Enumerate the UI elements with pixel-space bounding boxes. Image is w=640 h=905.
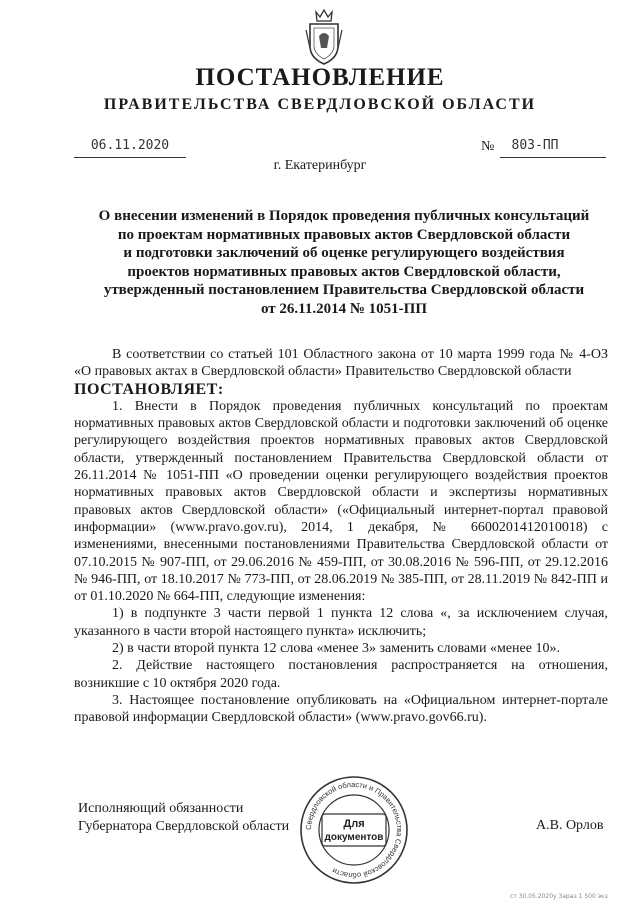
document-city: г. Екатеринбург [273, 158, 367, 173]
heading-line: О внесении изменений в Порядок проведения публичных консультаций [98, 208, 590, 224]
signatory-position-line: Исполняющий обязанности [78, 801, 244, 816]
official-stamp [298, 774, 410, 886]
item-3-paragraph: 3. Настоящее постановление опубликовать на «Официальном интернет-портале правовой информации Свердловской области» (www.pravo.gov66.ru). [74, 692, 608, 726]
stamp-inner-line: Для [343, 818, 365, 830]
document-heading [74, 207, 614, 318]
heading-line: и подготовки заключений об оценке регулирующего воздействия [123, 245, 565, 261]
signatory-position-line: Губернатора Свердловской области [78, 819, 290, 834]
preamble-paragraph: В соответствии со статьей 101 Областного закона от 10 марта 1999 года № 4-ОЗ «О правовых актах в Свердловской области» Правительство Свердловской области [74, 347, 608, 380]
coat-of-arms-icon [302, 8, 346, 66]
resolve-word: ПОСТАНОВЛЯЕТ: [74, 380, 224, 398]
document-date: 06.11.2020 [90, 138, 170, 153]
document-number: 803-ПП [511, 138, 559, 153]
heading-line: от 26.11.2014 № 1051-ПП [261, 300, 427, 317]
signatory-position [78, 800, 289, 836]
item-2-paragraph: 2. Действие настоящего постановления распространяется на отношения, возникшие с 10 октября 2020 года. [74, 658, 608, 691]
heading-line: по проектам нормативных правовых актов Свердловской области [117, 226, 571, 243]
heading-line: проектов нормативных правовых актов Свердловской области, [127, 263, 561, 280]
heading-line: утвержденный постановлением Правительства Свердловской области [103, 282, 585, 298]
stamp-ring-text: Свердловской области и Правительства Свердловской области [303, 779, 405, 881]
signatory-name: А.В. Орлов [536, 818, 604, 833]
number-sign: № [481, 139, 495, 154]
document-body [74, 346, 608, 727]
print-footnote: ст 30.05.2020у Зараз 1 500 экз [510, 893, 608, 900]
document-subtitle: ПРАВИТЕЛЬСТВА СВЕРДЛОВСКОЙ ОБЛАСТИ [103, 96, 537, 113]
document-title: ПОСТАНОВЛЕНИЕ [195, 64, 445, 91]
stamp-inner-line: документов [324, 832, 384, 843]
item-1-paragraph: 1. Внести в Порядок проведения публичных консультаций по проектам нормативных правовых актов Свердловской области и подготовки заключений об оценке регулирующего воздействия проектов нормативных правовых актов Свердловской области, утвержденный постановлением Правительства Свердловской области от 26.11.2014 № 1051-ПП «О проведении оценки регулирующего воздействия проектов нормативных правовых актов Свердловской области и экспертизы нормативных правовых актов Свердловской области» («Официальный интернет-портал правовой информации» (www.pravo.gov.ru), 2014, 1 декабря, № 6600201412010018) с изменениями, внесенными постановлениями Правительства Свердловской области от 07.10.2015 № 907-ПП, от 29.06.2016 № 459-ПП, от 30.08.2016 № 596-ПП, от 29.12.2016 № 946-ПП, от 18.10.2017 № 773-ПП, от 28.06.2019 № 385-ПП, от 28.11.2019 № 842-ПП и от 01.10.2020 № 664-ПП, следующие изменения: [74, 398, 608, 605]
item-1-subitem-1: 1) в подпункте 3 части первой 1 пункта 12 слова «, за исключением случая, указанного в части второй настоящего пункта» исключить; [74, 606, 608, 639]
item-1-subitem-2: 2) в части второй пункта 12 слова «менее 3» заменить словами «менее 10». [112, 641, 560, 657]
